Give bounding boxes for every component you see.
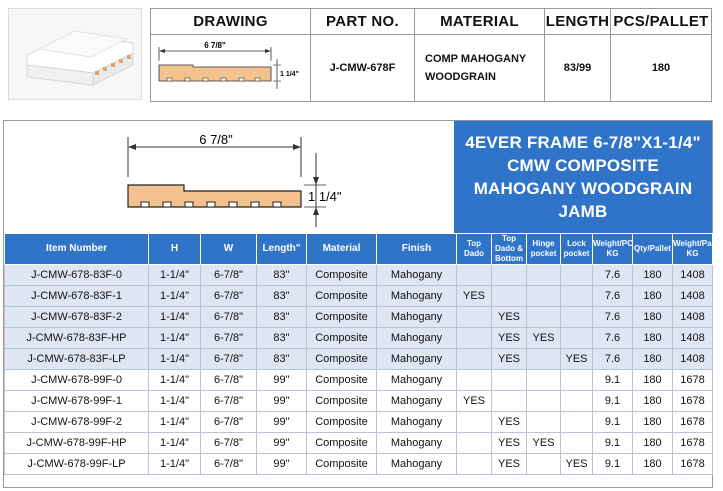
table-cell: [457, 328, 492, 349]
summary-table: [150, 8, 712, 102]
table-cell: 7.6: [593, 349, 633, 370]
table-cell: YES: [492, 454, 527, 475]
table-cell: 6-7/8": [201, 412, 257, 433]
table-cell: 1408: [673, 265, 713, 286]
table-cell: 1-1/4": [149, 307, 201, 328]
table-cell: 99": [257, 391, 307, 412]
table-cell: 7.6: [593, 307, 633, 328]
length-header: LENGTH: [545, 9, 611, 35]
table-cell: 6-7/8": [201, 391, 257, 412]
table-cell: 1678: [673, 370, 713, 391]
table-cell: [561, 370, 593, 391]
table-row: [5, 391, 713, 412]
table-cell: [527, 349, 561, 370]
table-cell: 1-1/4": [149, 391, 201, 412]
table-cell: Composite: [307, 328, 377, 349]
table-cell: YES: [561, 454, 593, 475]
column-header: Material: [307, 234, 377, 265]
table-row: [5, 454, 713, 475]
table-cell: [561, 412, 593, 433]
material-header: MATERIAL: [415, 9, 545, 35]
part-number: J-CMW-678F: [311, 35, 415, 102]
part-header: PART NO.: [311, 9, 415, 35]
table-cell: 83": [257, 286, 307, 307]
table-cell: YES: [492, 412, 527, 433]
table-cell: 9.1: [593, 412, 633, 433]
table-cell: [457, 349, 492, 370]
table-cell: [492, 286, 527, 307]
table-row: [5, 307, 713, 328]
table-row: [5, 370, 713, 391]
diagram-width-label: 6 7/8": [199, 132, 233, 147]
table-cell: YES: [457, 286, 492, 307]
table-cell: [527, 454, 561, 475]
table-cell: 1-1/4": [149, 349, 201, 370]
table-cell: 99": [257, 433, 307, 454]
table-cell: J-CMW-678-99F-HP: [5, 433, 149, 454]
product-thumbnail: [8, 8, 142, 100]
table-cell: [527, 286, 561, 307]
diagram-height-label: 1 1/4": [308, 189, 342, 204]
column-header: Top Dado: [457, 234, 492, 265]
table-cell: [492, 391, 527, 412]
table-cell: 99": [257, 454, 307, 475]
table-cell: [561, 265, 593, 286]
table-cell: Mahogany: [377, 391, 457, 412]
table-cell: 99": [257, 412, 307, 433]
table-cell: 180: [633, 286, 673, 307]
spec-table: [4, 233, 723, 475]
table-cell: J-CMW-678-83F-1: [5, 286, 149, 307]
table-cell: 1408: [673, 328, 713, 349]
table-cell: J-CMW-678-83F-2: [5, 307, 149, 328]
table-cell: 6-7/8": [201, 349, 257, 370]
table-cell: 83": [257, 328, 307, 349]
table-cell: Composite: [307, 454, 377, 475]
table-cell: YES: [492, 328, 527, 349]
table-cell: 1-1/4": [149, 370, 201, 391]
small-height-label: 1 1/4": [279, 70, 299, 78]
table-cell: Composite: [307, 349, 377, 370]
table-cell: 1-1/4": [149, 328, 201, 349]
product-title: [454, 121, 712, 233]
table-row: [5, 265, 713, 286]
table-row: [5, 433, 713, 454]
table-cell: 99": [257, 370, 307, 391]
table-cell: 7.6: [593, 328, 633, 349]
table-cell: [457, 370, 492, 391]
table-cell: J-CMW-678-83F-HP: [5, 328, 149, 349]
column-header: Top Dado & Bottom: [492, 234, 527, 265]
table-cell: 6-7/8": [201, 307, 257, 328]
table-cell: [457, 433, 492, 454]
table-cell: J-CMW-678-99F-LP: [5, 454, 149, 475]
table-cell: 9.1: [593, 433, 633, 454]
small-profile-drawing: [151, 35, 311, 102]
table-cell: Composite: [307, 370, 377, 391]
length-value: 83/99: [545, 35, 611, 102]
table-cell: 6-7/8": [201, 370, 257, 391]
table-cell: Mahogany: [377, 433, 457, 454]
table-cell: J-CMW-678-83F-0: [5, 265, 149, 286]
table-cell: Mahogany: [377, 412, 457, 433]
table-cell: Composite: [307, 265, 377, 286]
table-cell: YES: [527, 328, 561, 349]
title-line-2: CMW COMPOSITE: [507, 156, 659, 175]
pcs-header: PCS/PALLET: [611, 9, 712, 35]
table-cell: YES: [561, 349, 593, 370]
table-cell: 9.1: [593, 370, 633, 391]
table-row: [5, 328, 713, 349]
column-header: H: [149, 234, 201, 265]
table-cell: Mahogany: [377, 349, 457, 370]
table-cell: Mahogany: [377, 265, 457, 286]
table-cell: Mahogany: [377, 286, 457, 307]
table-cell: 6-7/8": [201, 454, 257, 475]
table-cell: 180: [633, 307, 673, 328]
column-header: Length": [257, 234, 307, 265]
table-cell: Mahogany: [377, 307, 457, 328]
table-cell: [527, 412, 561, 433]
table-cell: [457, 454, 492, 475]
column-header: Qty/Pallet: [633, 234, 673, 265]
table-cell: 7.6: [593, 265, 633, 286]
table-cell: 1408: [673, 349, 713, 370]
material-cell: [415, 35, 545, 102]
small-width-label: 6 7/8": [203, 40, 226, 50]
column-header: Weight/Pallet KG: [673, 234, 713, 265]
table-cell: 9.1: [593, 391, 633, 412]
table-cell: 1-1/4": [149, 412, 201, 433]
table-cell: 180: [633, 433, 673, 454]
table-cell: [527, 265, 561, 286]
table-cell: J-CMW-678-83F-LP: [5, 349, 149, 370]
table-cell: YES: [492, 349, 527, 370]
table-cell: 6-7/8": [201, 328, 257, 349]
table-cell: 180: [633, 412, 673, 433]
column-header: Lock pocket: [561, 234, 593, 265]
spec-panel: [3, 120, 723, 488]
table-cell: Composite: [307, 412, 377, 433]
table-cell: 1-1/4": [149, 433, 201, 454]
jamb-3d-icon: [9, 9, 143, 101]
column-header: W: [201, 234, 257, 265]
table-cell: 1-1/4": [149, 454, 201, 475]
table-cell: [561, 286, 593, 307]
table-cell: 83": [257, 349, 307, 370]
material-line-1: COMP MAHOGANY: [425, 53, 527, 66]
table-cell: 180: [633, 265, 673, 286]
table-cell: 180: [633, 349, 673, 370]
table-cell: YES: [457, 391, 492, 412]
table-cell: J-CMW-678-99F-1: [5, 391, 149, 412]
table-cell: 1-1/4": [149, 265, 201, 286]
table-cell: 6-7/8": [201, 433, 257, 454]
table-cell: Mahogany: [377, 370, 457, 391]
table-cell: Mahogany: [377, 454, 457, 475]
table-cell: 180: [633, 391, 673, 412]
table-cell: Composite: [307, 307, 377, 328]
table-cell: 1678: [673, 391, 713, 412]
table-cell: 6-7/8": [201, 265, 257, 286]
table-cell: 83": [257, 265, 307, 286]
table-cell: [457, 307, 492, 328]
table-cell: 1408: [673, 286, 713, 307]
table-cell: 7.6: [593, 286, 633, 307]
column-header: Hinge pocket: [527, 234, 561, 265]
table-cell: J-CMW-678-99F-2: [5, 412, 149, 433]
table-cell: [527, 370, 561, 391]
table-row: [5, 286, 713, 307]
drawing-header: DRAWING: [151, 9, 311, 35]
pcs-value: 180: [611, 35, 712, 102]
title-line-1: 4EVER FRAME 6-7/8"X1-1/4": [465, 133, 701, 152]
table-cell: [492, 265, 527, 286]
table-cell: [457, 265, 492, 286]
table-cell: 1-1/4": [149, 286, 201, 307]
table-cell: 1678: [673, 412, 713, 433]
table-cell: [457, 412, 492, 433]
table-cell: [561, 328, 593, 349]
table-cell: 180: [633, 454, 673, 475]
title-line-3: MAHOGANY WOODGRAIN JAMB: [473, 179, 693, 221]
table-row: [5, 349, 713, 370]
table-cell: YES: [492, 433, 527, 454]
table-cell: 1678: [673, 433, 713, 454]
table-cell: YES: [527, 433, 561, 454]
profile-diagram: [4, 121, 454, 233]
table-cell: Composite: [307, 391, 377, 412]
column-header: Finish: [377, 234, 457, 265]
table-cell: [561, 391, 593, 412]
table-cell: 180: [633, 328, 673, 349]
table-cell: Composite: [307, 433, 377, 454]
table-cell: YES: [492, 307, 527, 328]
table-cell: 1408: [673, 307, 713, 328]
table-cell: [527, 391, 561, 412]
column-header: Weight/PC KG: [593, 234, 633, 265]
table-cell: J-CMW-678-99F-0: [5, 370, 149, 391]
table-cell: Mahogany: [377, 328, 457, 349]
column-header: Item Number: [5, 234, 149, 265]
table-cell: 83": [257, 307, 307, 328]
table-cell: 180: [633, 370, 673, 391]
table-cell: 1678: [673, 454, 713, 475]
table-cell: 9.1: [593, 454, 633, 475]
table-cell: [527, 307, 561, 328]
table-row: [5, 412, 713, 433]
table-cell: [492, 370, 527, 391]
table-cell: [561, 433, 593, 454]
table-cell: 6-7/8": [201, 286, 257, 307]
table-cell: Composite: [307, 286, 377, 307]
table-cell: [561, 307, 593, 328]
material-line-2: WOODGRAIN: [425, 71, 496, 84]
